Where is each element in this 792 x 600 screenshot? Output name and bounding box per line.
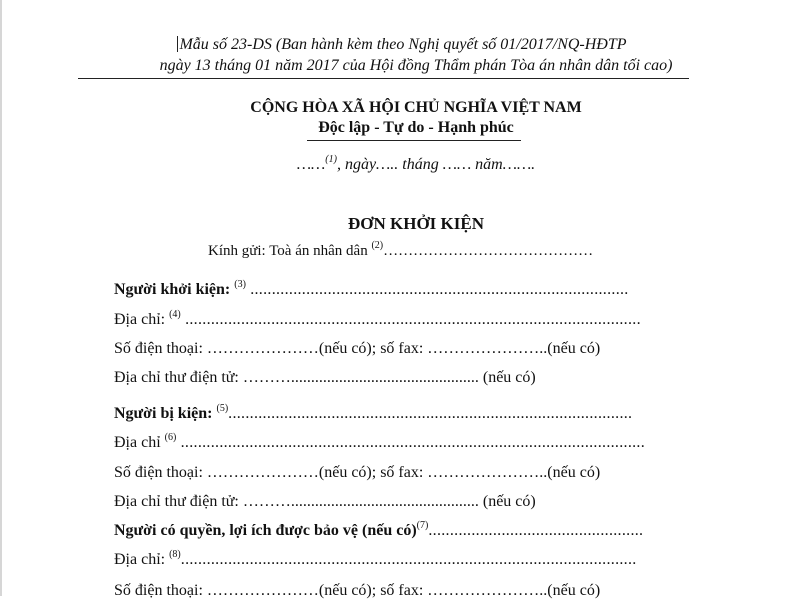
protected-party-address-label: Địa chỉ: (114, 551, 170, 568)
footnote-ref-4: (4) (169, 309, 181, 320)
form-reference-text-1: Mẫu số 23-DS (Ban hành kèm theo Nghị quyết số 01/2017/NQ-HĐTP (179, 36, 627, 53)
defendant-address-blank: ............................................................................................................ (176, 434, 646, 451)
footnote-ref-5: (5) (216, 403, 229, 414)
plaintiff-phone-line: Số điện thoại: …………………(nếu có); số fax: …………………..(nếu có) (114, 340, 601, 357)
national-motto: Độc lập - Tự do - Hạnh phúc (318, 119, 514, 136)
protected-party-blank: .................................................. (428, 522, 644, 539)
header-divider (78, 78, 689, 79)
defendant-name-line (114, 405, 632, 423)
defendant-email-line: Địa chỉ thư điện tử: ………............................................... (nếu có) (114, 493, 536, 510)
recipient-blank: …………………………………… (383, 243, 594, 259)
footnote-ref-1: (1) (325, 154, 337, 165)
defendant-label: Người bị kiện: (114, 405, 213, 422)
footnote-ref-2: (2) (371, 240, 384, 251)
plaintiff-email-line: Địa chỉ thư điện tử: ………............................................... (nếu có) (114, 369, 536, 386)
defendant-address-label: Địa chỉ (114, 434, 165, 451)
plaintiff-address-blank: .......................................................................................................... (180, 311, 641, 328)
form-reference-line-2: ngày 13 tháng 01 năm 2017 của Hội đồng Thẩm phán Tòa án nhân dân tối cao) (159, 57, 673, 74)
footnote-ref-7: (7) (416, 520, 429, 531)
plaintiff-label: Người khởi kiện: (114, 281, 231, 298)
page-left-edge (0, 0, 2, 596)
recipient-line (208, 240, 594, 260)
protected-party-address-blank: .......................................................................................................... (180, 551, 637, 568)
footnote-ref-8: (8) (169, 549, 181, 560)
plaintiff-address-line (114, 311, 641, 329)
motto-underline (307, 140, 521, 141)
protected-party-address-line (114, 551, 637, 569)
defendant-address-line (114, 434, 645, 452)
plaintiff-address-label: Địa chỉ: (114, 311, 170, 328)
protected-party-phone-line: Số điện thoại: …………………(nếu có); số fax: …………………..(nếu có) (114, 582, 601, 599)
defendant-name-blank: .............................................................................................. (228, 405, 633, 422)
plaintiff-name-line (114, 281, 629, 299)
recipient-label: Kính gửi: Toà án nhân dân (208, 243, 372, 259)
date-blank: , ngày….. tháng …… năm……. (336, 156, 536, 173)
plaintiff-name-blank: ........................................................................................ (245, 281, 629, 298)
place-blank: …… (296, 156, 326, 173)
form-reference-line-1 (0, 36, 792, 54)
document-title: ĐƠN KHỞI KIỆN (347, 214, 485, 233)
footnote-ref-3: (3) (234, 279, 246, 290)
national-title: CỘNG HÒA XÃ HỘI CHỦ NGHĨA VIỆT NAM (250, 99, 582, 116)
place-date-line (0, 156, 792, 174)
defendant-phone-line: Số điện thoại: …………………(nếu có); số fax: …………………..(nếu có) (114, 464, 601, 481)
protected-party-line (114, 522, 643, 540)
footnote-ref-6: (6) (164, 432, 177, 443)
protected-party-label: Người có quyền, lợi ích được bảo vệ (nếu có) (114, 522, 417, 539)
